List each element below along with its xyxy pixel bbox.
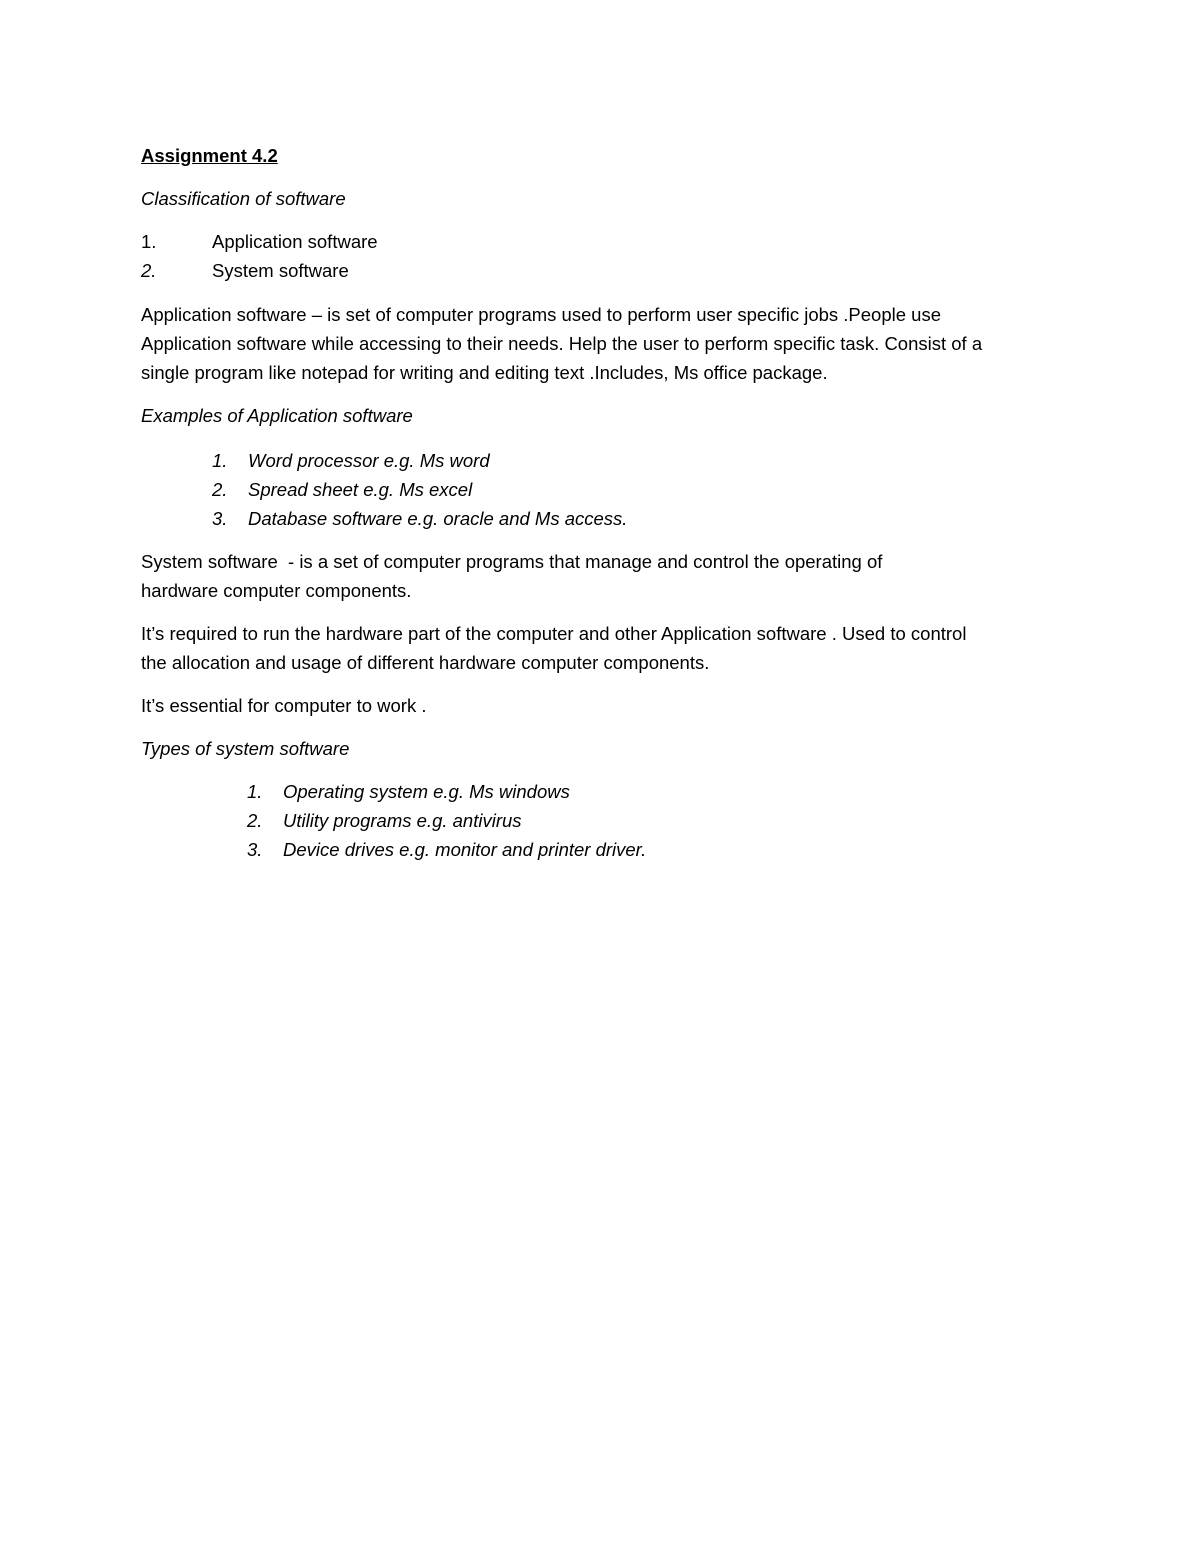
list-number: 3. <box>212 508 228 529</box>
list-number: 2. <box>141 260 157 281</box>
list-text: Spread sheet e.g. Ms excel <box>248 479 473 500</box>
system-definition: System software - is a set of computer programs that manage and control the operating of hardware computer components. <box>141 551 888 601</box>
list-item <box>247 777 1081 806</box>
list-item <box>212 475 1081 504</box>
system-required: It’s required to run the hardware part of the computer and other Application software . Used to control the allocation and usage of different hardware computer components. <box>141 623 967 673</box>
list-text: System software <box>212 260 349 281</box>
system-types-heading: Types of system software <box>141 738 350 759</box>
list-number: 1. <box>247 781 263 802</box>
list-item <box>212 504 1081 533</box>
list-text: Utility programs e.g. antivirus <box>283 810 522 831</box>
list-number: 2. <box>247 810 263 831</box>
list-number: 1. <box>141 231 157 252</box>
list-item <box>247 806 1081 835</box>
list-text: Device drives e.g. monitor and printer driver. <box>283 839 647 860</box>
application-examples-heading: Examples of Application software <box>141 405 413 426</box>
list-text: Application software <box>212 231 378 252</box>
document-title: Assignment 4.2 <box>141 145 278 166</box>
list-text: Word processor e.g. Ms word <box>248 450 490 471</box>
list-number: 1. <box>212 450 228 471</box>
list-item <box>212 446 1081 475</box>
list-text: Operating system e.g. Ms windows <box>283 781 570 802</box>
list-item <box>247 835 1081 864</box>
list-item <box>141 256 1081 285</box>
list-number: 2. <box>212 479 228 500</box>
application-definition: Application software – is set of computer programs used to perform user specific jobs .People use Application software while accessing to their needs. Help the user to perform specific task. Consist of a single program like notepad for writing and editing text .Includes, Ms office package. <box>141 304 983 383</box>
system-essential: It’s essential for computer to work . <box>141 695 427 716</box>
application-examples-list <box>212 446 1081 533</box>
system-types-list <box>247 777 1081 864</box>
document-subtitle: Classification of software <box>141 188 346 209</box>
classification-list <box>141 227 1081 285</box>
list-number: 3. <box>247 839 263 860</box>
list-item <box>141 227 1081 256</box>
list-text: Database software e.g. oracle and Ms access. <box>248 508 628 529</box>
document-body <box>141 141 1081 878</box>
